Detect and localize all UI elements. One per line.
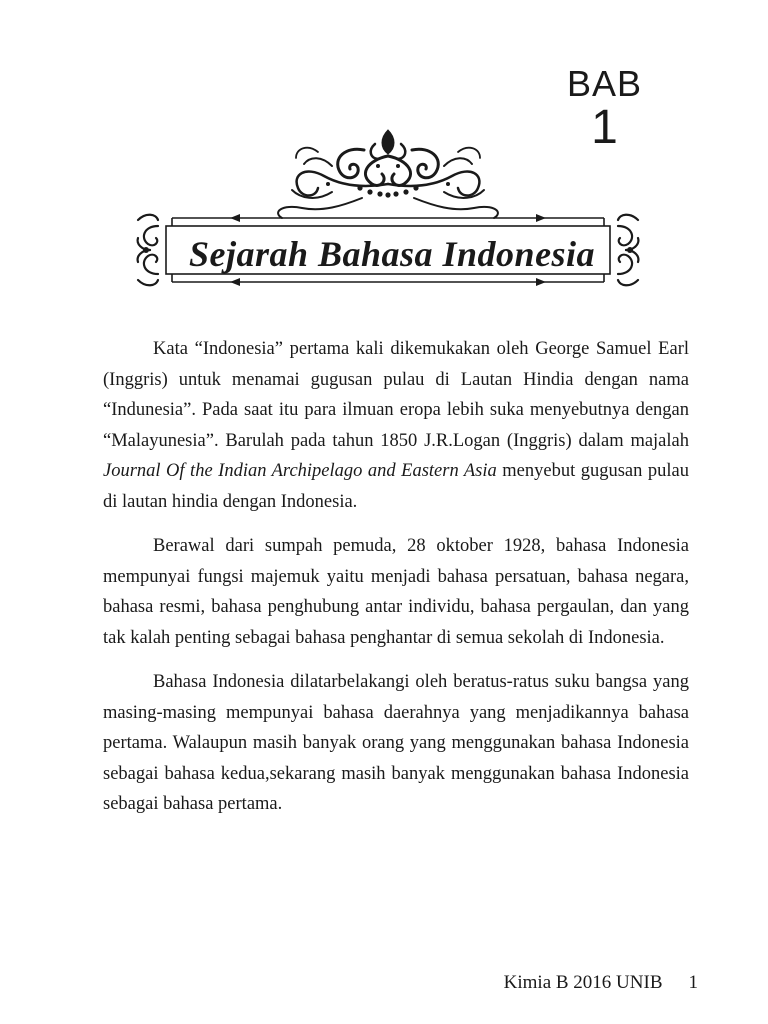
running-footer-text: Kimia B 2016 UNIB <box>503 972 663 993</box>
page-footer <box>504 972 698 994</box>
chapter-word: BAB <box>566 63 642 104</box>
journal-title: Journal Of the Indian Archipelago and Eastern Asia <box>103 461 497 481</box>
body-text <box>103 334 689 834</box>
chapter-number: 1 <box>591 101 618 154</box>
paragraph-1-text-end: menyebut gugusan pulau di lautan hindia dengan Indonesia. <box>103 461 689 512</box>
chapter-title: Sejarah Bahasa Indonesia <box>188 234 596 274</box>
paragraph-3: Bahasa Indonesia dilatarbelakangi oleh beratus-ratus suku bangsa yang masing-masing mempunyai bahasa daerahnya yang menjadikannya bahasa pertama. Walaupun masih banyak orang yang menggunakan bahasa Indonesia sebagai bahasa kedua,sekarang masih banyak menggunakan bahasa Indonesia sebagai bahasa pertama. <box>103 672 689 814</box>
paragraph-1 <box>103 334 689 517</box>
paragraph-1-text: Kata “Indonesia” pertama kali dikemukakan oleh George Samuel Earl (Inggris) untuk menamai gugusan pulau di Lautan Hindia dengan nama “Indunesia”. Pada saat itu para ilmuan eropa lebih suka menyebutnya dengan “Malayunesia”. Barulah pada tahun 1850 J.R.Logan (Inggris) dalam majalah <box>103 339 689 451</box>
paragraph-2: Berawal dari sumpah pemuda, 28 oktober 1928, bahasa Indonesia mempunyai fungsi majemuk yaitu menjadi bahasa persatuan, bahasa negara, bahasa resmi, bahasa penghubung antar individu, bahasa pergaulan, dan yang tak kalah penting sebagai bahasa penghantar di semua sekolah di Indonesia. <box>103 536 689 648</box>
page-number: 1 <box>688 972 698 993</box>
